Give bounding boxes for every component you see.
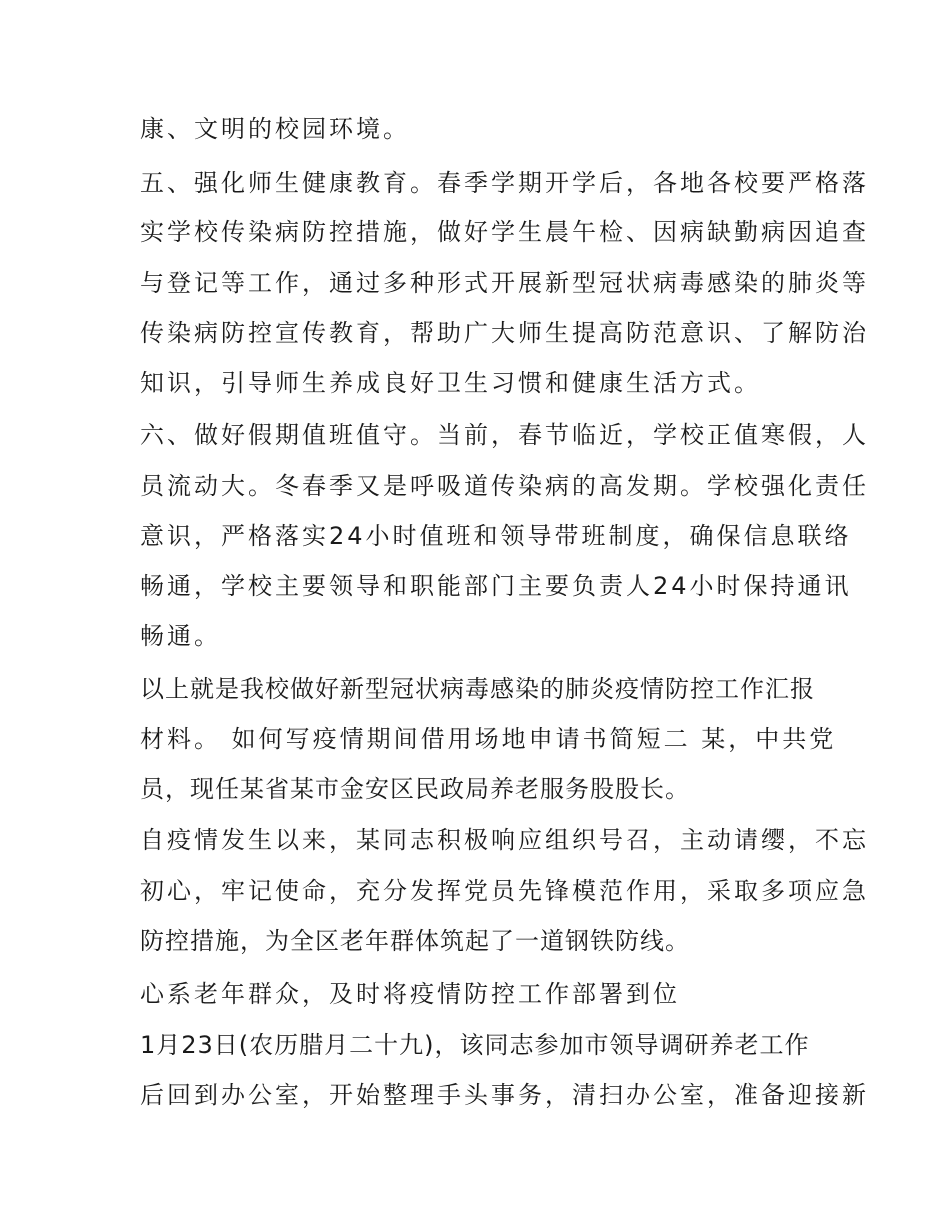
- text-line: 心系老年群众，及时将疫情防控工作部署到位: [140, 980, 680, 1008]
- text-line: 康、文明的校园环境。: [140, 115, 410, 143]
- text-line: 意识，严格落实24小时值班和领导带班制度，确保信息联络: [140, 522, 852, 550]
- text-line: 员，现任某省某市金安区民政局养老服务股股长。: [140, 775, 690, 803]
- text-line: 与登记等工作，通过多种形式开展新型冠状病毒感染的肺炎等: [140, 269, 869, 297]
- text-line: 员流动大。冬春季又是呼吸道传染病的高发期。学校强化责任: [140, 472, 869, 500]
- text-line: 后回到办公室，开始整理手头事务，清扫办公室，准备迎接新: [140, 1081, 869, 1109]
- text-line: 畅通。: [140, 622, 221, 650]
- text-line: 传染病防控宣传教育，帮助广大师生提高防范意识、了解防治: [140, 319, 869, 347]
- text-line: 畅通，学校主要领导和职能部门主要负责人24小时保持通讯: [140, 572, 852, 600]
- text-line: 初心，牢记使命，充分发挥党员先锋模范作用，采取多项应急: [140, 877, 869, 905]
- text-line: 材料。 如何写疫情期间借用场地申请书简短二 某，中共党: [140, 725, 837, 753]
- text-line: 以上就是我校做好新型冠状病毒感染的肺炎疫情防控工作汇报: [140, 675, 815, 703]
- text-line: 六、做好假期值班值守。当前，春节临近，学校正值寒假，人: [140, 421, 869, 449]
- text-line: 五、强化师生健康教育。春季学期开学后，各地各校要严格落: [140, 169, 869, 197]
- text-line: 实学校传染病防控措施，做好学生晨午检、因病缺勤病因追查: [140, 218, 869, 246]
- text-line: 知识，引导师生养成良好卫生习惯和健康生活方式。: [140, 369, 761, 397]
- text-line: 自疫情发生以来，某同志积极响应组织号召，主动请缨，不忘: [140, 826, 869, 854]
- text-line: 防控措施，为全区老年群体筑起了一道钢铁防线。: [140, 927, 690, 955]
- text-line: 1月23日(农历腊月二十九)，该同志参加市领导调研养老工作: [140, 1031, 810, 1059]
